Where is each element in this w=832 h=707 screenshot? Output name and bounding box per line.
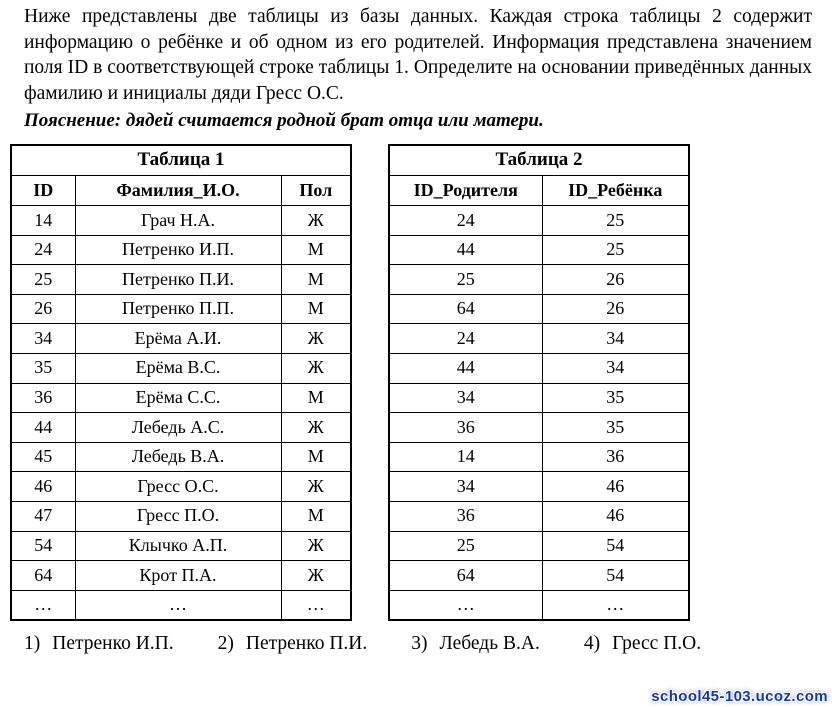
- table-1-title: Таблица 1: [11, 145, 351, 176]
- table-cell: …: [11, 590, 75, 620]
- table-cell: 45: [11, 442, 75, 472]
- table-row: [11, 294, 351, 324]
- table-cell: Ж: [281, 561, 351, 591]
- answer-option-1: [24, 633, 174, 655]
- answer-options: [24, 633, 832, 655]
- table-cell: Ж: [281, 472, 351, 502]
- table-cell: 25: [542, 206, 689, 236]
- table-row: [11, 561, 351, 591]
- answer-label: Петренко П.И.: [245, 633, 368, 655]
- table-cell: 34: [11, 324, 75, 354]
- table-1-header-id: ID: [11, 176, 75, 206]
- table-cell: 34: [542, 324, 689, 354]
- table-row: [389, 235, 689, 265]
- table-cell: 36: [389, 501, 542, 531]
- table-cell: Лебедь А.С.: [75, 413, 281, 443]
- table-1-header-row: [11, 176, 351, 206]
- table-cell: Ерёма А.И.: [75, 324, 281, 354]
- table-row: [389, 294, 689, 324]
- table-cell: 24: [389, 324, 542, 354]
- table-cell: 34: [542, 353, 689, 383]
- table-cell: 35: [542, 413, 689, 443]
- table-row: [11, 501, 351, 531]
- table-cell: М: [281, 265, 351, 295]
- table-row: [11, 442, 351, 472]
- table-cell: 46: [542, 501, 689, 531]
- table-cell: 14: [11, 206, 75, 236]
- table-cell: Ж: [281, 324, 351, 354]
- table-1-header-name: Фамилия_И.О.: [75, 176, 281, 206]
- table-cell: 25: [11, 265, 75, 295]
- table-2-header-parent-id: ID_Родителя: [389, 176, 542, 206]
- table-cell: 36: [11, 383, 75, 413]
- table-cell: 34: [389, 472, 542, 502]
- table-row: [11, 265, 351, 295]
- table-row: [11, 531, 351, 561]
- table-row: [389, 501, 689, 531]
- table-cell: 25: [389, 265, 542, 295]
- table-cell: 44: [389, 235, 542, 265]
- table-2-header-child-id: ID_Ребёнка: [542, 176, 689, 206]
- table-row: [389, 353, 689, 383]
- table-row: [389, 531, 689, 561]
- table-cell: Петренко П.И.: [75, 265, 281, 295]
- table-cell: 44: [11, 413, 75, 443]
- table-cell: 35: [542, 383, 689, 413]
- table-row: [11, 472, 351, 502]
- table-row: [389, 265, 689, 295]
- answer-number: 2): [217, 633, 234, 655]
- table-cell: Гресс О.С.: [75, 472, 281, 502]
- task-paragraph: Ниже представлены две таблицы из базы данных. Каждая строка таблицы 2 содержит информацию о ребёнке и об одном из его родителей. Информация представлена значением поля ID в соответствующей строке таблицы 1. Определите на основании приведённых данных фамилию и инициалы дяди Гресс О.С.: [24, 6, 812, 105]
- table-cell: Ж: [281, 413, 351, 443]
- answer-label: Петренко И.П.: [52, 633, 174, 655]
- table-cell: Ж: [281, 353, 351, 383]
- table-cell: 24: [11, 235, 75, 265]
- answer-label: Гресс П.О.: [612, 633, 702, 655]
- table-cell: 54: [542, 531, 689, 561]
- table-cell: Ерёма С.С.: [75, 383, 281, 413]
- table-row: [389, 442, 689, 472]
- watermark: school45-103.ucoz.com: [651, 688, 828, 705]
- answer-number: 1): [24, 633, 41, 655]
- table-1-header-sex: Пол: [281, 176, 351, 206]
- task-note: Пояснение: дядей считается родной брат отца или матери.: [24, 109, 544, 131]
- table-row: [11, 413, 351, 443]
- table-cell: Клычко А.П.: [75, 531, 281, 561]
- table-cell: 46: [11, 472, 75, 502]
- table-row: [389, 472, 689, 502]
- table-row: [11, 206, 351, 236]
- table-2-body: [389, 206, 689, 621]
- answer-number: 3): [411, 633, 428, 655]
- table-cell: 47: [11, 501, 75, 531]
- table-cell: …: [75, 590, 281, 620]
- answer-option-3: [411, 633, 540, 655]
- table-cell: …: [389, 590, 542, 620]
- table-1: [10, 144, 352, 622]
- table-cell: 54: [542, 561, 689, 591]
- table-cell: 35: [11, 353, 75, 383]
- table-cell: М: [281, 501, 351, 531]
- table-cell: 44: [389, 353, 542, 383]
- table-row: [389, 324, 689, 354]
- table-cell: М: [281, 383, 351, 413]
- table-cell: Лебедь В.А.: [75, 442, 281, 472]
- table-cell: 34: [389, 383, 542, 413]
- table-cell: М: [281, 294, 351, 324]
- table-cell: 26: [542, 294, 689, 324]
- table-2-title-row: [389, 145, 689, 176]
- table-cell: 26: [11, 294, 75, 324]
- table-row: [11, 353, 351, 383]
- table-row: [389, 413, 689, 443]
- table-cell: 26: [542, 265, 689, 295]
- answer-label: Лебедь В.А.: [439, 633, 540, 655]
- table-cell: 64: [389, 561, 542, 591]
- table-2-title: Таблица 2: [389, 145, 689, 176]
- table-row: [389, 206, 689, 236]
- table-row: [11, 324, 351, 354]
- table-cell: Ж: [281, 206, 351, 236]
- table-row: [389, 590, 689, 620]
- table-cell: Грач Н.А.: [75, 206, 281, 236]
- table-1-body: [11, 206, 351, 621]
- table-cell: М: [281, 442, 351, 472]
- table-cell: 24: [389, 206, 542, 236]
- table-row: [389, 561, 689, 591]
- table-cell: 36: [542, 442, 689, 472]
- table-cell: …: [542, 590, 689, 620]
- table-2-header-row: [389, 176, 689, 206]
- table-1-title-row: [11, 145, 351, 176]
- table-cell: Петренко И.П.: [75, 235, 281, 265]
- table-row: [11, 590, 351, 620]
- table-cell: 36: [389, 413, 542, 443]
- table-cell: 25: [542, 235, 689, 265]
- table-cell: Петренко П.П.: [75, 294, 281, 324]
- tables-row: [10, 144, 832, 622]
- answer-option-2: [218, 633, 368, 655]
- table-row: [389, 383, 689, 413]
- table-cell: Ж: [281, 531, 351, 561]
- table-row: [11, 235, 351, 265]
- table-cell: Крот П.А.: [75, 561, 281, 591]
- table-cell: 14: [389, 442, 542, 472]
- table-cell: Гресс П.О.: [75, 501, 281, 531]
- table-cell: …: [281, 590, 351, 620]
- table-cell: 64: [389, 294, 542, 324]
- table-cell: М: [281, 235, 351, 265]
- table-cell: 54: [11, 531, 75, 561]
- table-row: [11, 383, 351, 413]
- table-cell: 46: [542, 472, 689, 502]
- table-cell: 64: [11, 561, 75, 591]
- table-cell: Ерёма В.С.: [75, 353, 281, 383]
- answer-option-4: [584, 633, 701, 655]
- answer-number: 4): [583, 633, 601, 655]
- table-2: [388, 144, 690, 622]
- table-cell: 25: [389, 531, 542, 561]
